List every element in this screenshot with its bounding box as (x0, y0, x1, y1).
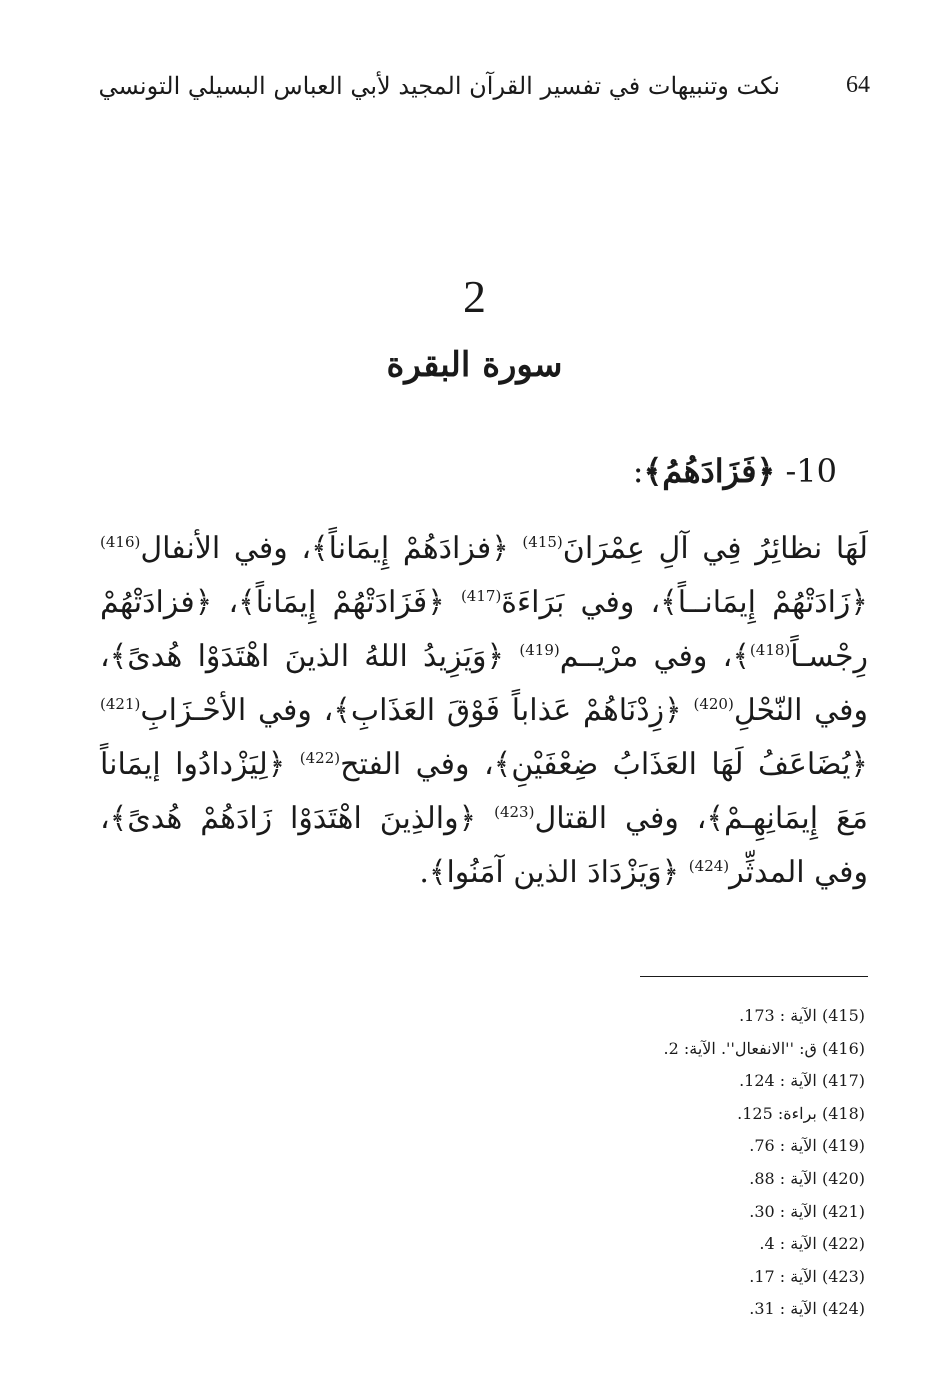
body-segment: ﴿فزادَهُمْ إِيمَاناً﴾، وفي الأنفال (140, 531, 523, 566)
entry-word: ﴿فَزَادَهُمُ﴾ (643, 452, 776, 490)
footnote-ref: (417) (460, 587, 502, 605)
footnote-423: (423) الآية : 17. (749, 1266, 865, 1286)
footnote-422: (422) الآية : 4. (759, 1234, 865, 1254)
chapter-title: سورة البقرة (386, 345, 563, 385)
footnote-419: (419) الآية : 76. (749, 1136, 865, 1156)
footnote-ref: (418) (749, 641, 791, 659)
page-number: 64 (846, 72, 870, 98)
body-segment: ﴿زِدْنَاهُمْ عَذاباً فَوْقَ العَذَابِ﴾، وفي الأحْـزَابِ (140, 693, 694, 728)
footnote-ref: (422) (299, 749, 341, 767)
chapter-number: 2 (463, 271, 486, 322)
page-header (90, 70, 870, 120)
footnote-ref: (423) (494, 803, 535, 821)
body-segment: ﴾، وفي مرْيــم (559, 639, 750, 674)
entry-heading (633, 452, 837, 490)
footnotes (465, 1000, 865, 1326)
footnote-421: (421) الآية : 30. (749, 1201, 865, 1221)
entry-number: 10- (785, 452, 837, 490)
footnote-ref: (421) (100, 695, 141, 713)
footnote-divider (640, 976, 868, 977)
footnote-416: (416) ق: ''الانفعال''. الآية: 2. (663, 1038, 865, 1058)
body-segment: لَهَا نظائِرُ فِي آلِ عِمْرَانَ (562, 531, 868, 566)
body-segment: ﴿والذِينَ اهْتَدَوْا زَادَهُمْ هُدىً﴾، وفي المدثِّر (100, 801, 868, 890)
body-segment: ﴿وَيَزِيدُ اللهُ الذينَ اهْتَدَوْا هُدىً﴾، وفي النّحْلِ (100, 639, 869, 728)
body-segment: ﴿فَزَادَتْهُمْ إِيمَاناً﴾، ﴿فزادَتْهُمْ رِجْسـاً (100, 585, 869, 674)
footnote-ref: (424) (688, 857, 730, 875)
body-segment: ﴿زَادَتْهُمْ إِيمَانــاً﴾، وفي بَرَاءَةَ (501, 585, 868, 620)
footnote-417: (417) الآية : 124. (739, 1071, 865, 1091)
footnote-ref: (420) (693, 695, 734, 713)
body-segment: ﴿لِيَزْدادُوا إيمَاناً مَعَ إِيمَانِهِـمْ﴾، وفي القتال (100, 747, 868, 836)
footnote-420: (420) الآية : 88. (749, 1168, 865, 1188)
footnote-424: (424) الآية : 31. (749, 1299, 865, 1319)
footnote-ref: (419) (519, 641, 560, 659)
body-paragraph (100, 522, 868, 900)
footnote-ref: (416) (100, 533, 141, 551)
footnote-415: (415) الآية : 173. (739, 1006, 865, 1025)
footnote-ref: (415) (522, 533, 563, 551)
entry-colon: : (632, 452, 644, 490)
body-segment: ﴿يُضَاعَفُ لَهَا العَذَابُ ضِعْفَيْنِ﴾، وفي الفتح (340, 747, 869, 782)
footnote-418: (418) براءة: 125. (737, 1103, 865, 1123)
body-segment: ﴿وَيَزْدَادَ الذين آمَنُوا﴾. (419, 855, 689, 890)
running-title: نكت وتنبيهات في تفسير القرآن المجيد لأبي العباس البسيلي التونسي (98, 72, 780, 100)
